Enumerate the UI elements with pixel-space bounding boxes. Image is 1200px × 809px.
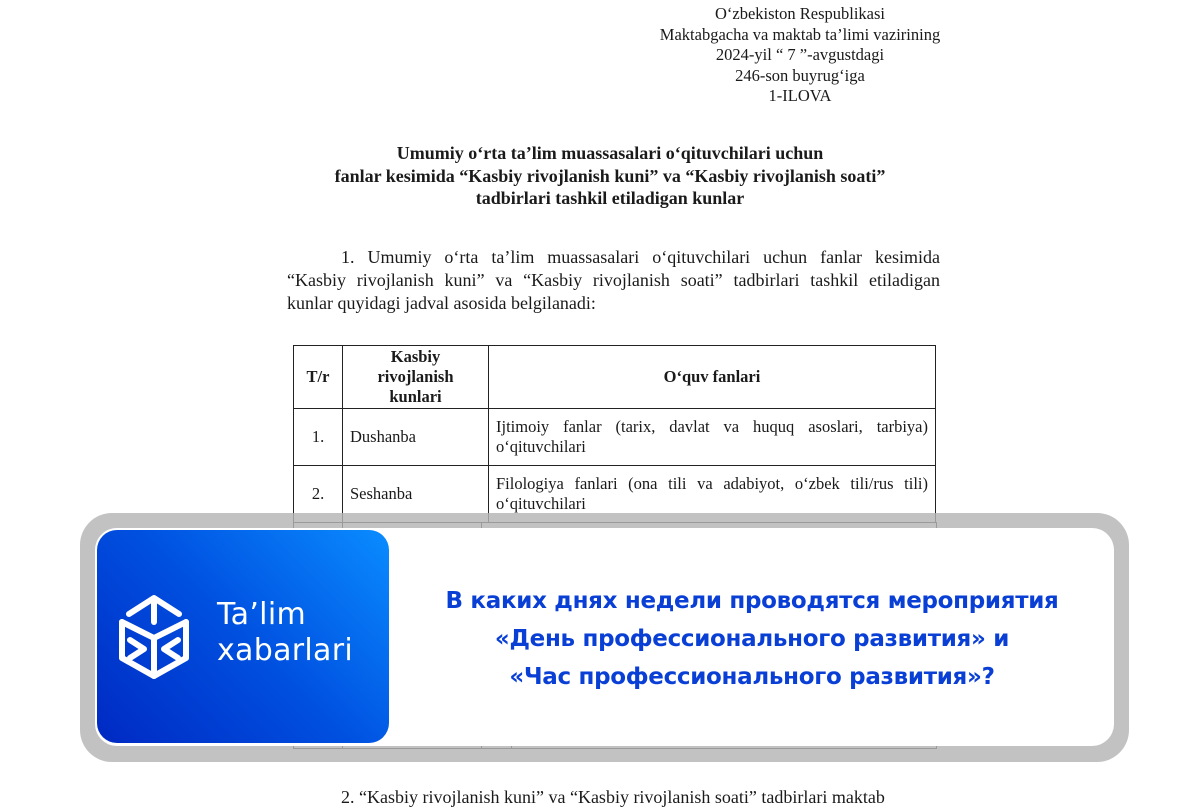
row-subjects-line-1: Ijtimoiy fanlar (tarix, davlat va huquq asoslari, tarbiya) xyxy=(496,417,928,436)
row-subjects-line-1: Filologiya fanlari (ona tili va adabiyot, o‘zbek tili/rus tili) xyxy=(496,474,928,493)
brand-name-line-2: xabarlari xyxy=(217,633,353,668)
document-title xyxy=(280,142,940,210)
document-header xyxy=(600,4,1000,107)
row-day: Dushanba xyxy=(343,409,489,466)
paragraph-1-line-2: “Kasbiy rivojlanish kuni” va “Kasbiy rivojlanish soati” tadbirlari tashkil etiladigan xyxy=(287,270,940,290)
question-line-2: «День профессионального развития» и xyxy=(494,626,1010,652)
header-tr: T/r xyxy=(294,346,343,409)
paragraph-2: 2. “Kasbiy rivojlanish kuni” va “Kasbiy rivojlanish soati” tadbirlari maktab xyxy=(341,787,885,807)
header-line-ministry: Maktabgacha va maktab ta’limi vazirining xyxy=(659,24,941,44)
brand-panel xyxy=(97,530,389,743)
schedule-table xyxy=(293,345,936,523)
row-day: Seshanba xyxy=(343,466,489,523)
header-days xyxy=(343,346,489,409)
row-number: 2. xyxy=(294,466,343,523)
row-subjects xyxy=(489,409,936,466)
row-subjects-line-2: o‘qituvchilari xyxy=(496,494,586,513)
paragraph-1-line-1: 1. Umumiy o‘rta ta’lim muassasalari o‘qituvchilari uchun fanlar kesimida xyxy=(341,247,940,267)
question-line-3: «Час профессионального развития»? xyxy=(509,664,995,690)
header-subjects: O‘quv fanlari xyxy=(489,346,936,409)
brand-name-line-1: Ta’lim xyxy=(217,597,306,632)
header-days-line-2: rivojlanish xyxy=(377,367,454,386)
header-line-appendix: 1-ILOVA xyxy=(768,86,832,105)
header-line-date: 2024-yil “ 7 ”-avgustdagi xyxy=(715,45,885,64)
row-subjects-line-2: o‘qituvchilari xyxy=(496,437,586,456)
table-row xyxy=(294,409,936,466)
header-days-line-3: kunlari xyxy=(389,387,442,406)
row-number: 1. xyxy=(294,409,343,466)
paragraph-1 xyxy=(287,246,940,315)
title-line-3: tadbirlari tashkil etiladigan kunlar xyxy=(475,188,745,208)
header-line-republic: O‘zbekiston Respublikasi xyxy=(714,4,886,23)
title-line-1: Umumiy o‘rta ta’lim muassasalari o‘qituvchilari uchun xyxy=(396,143,824,163)
paragraph-1-line-3: kunlar quyidagi jadval asosida belgilanadi: xyxy=(287,293,596,313)
question-line-1: В каких днях недели проводятся мероприятия xyxy=(445,588,1059,614)
header-line-order: 246-son buyrug‘iga xyxy=(735,65,865,85)
brand-name xyxy=(217,597,353,669)
header-days-line-1: Kasbiy xyxy=(390,347,441,366)
title-line-2: fanlar kesimida “Kasbiy rivojlanish kuni” va “Kasbiy rivojlanish soati” xyxy=(334,165,886,186)
question-headline xyxy=(395,582,1109,696)
cube-box-icon xyxy=(117,588,191,682)
table-header-row xyxy=(294,346,936,409)
